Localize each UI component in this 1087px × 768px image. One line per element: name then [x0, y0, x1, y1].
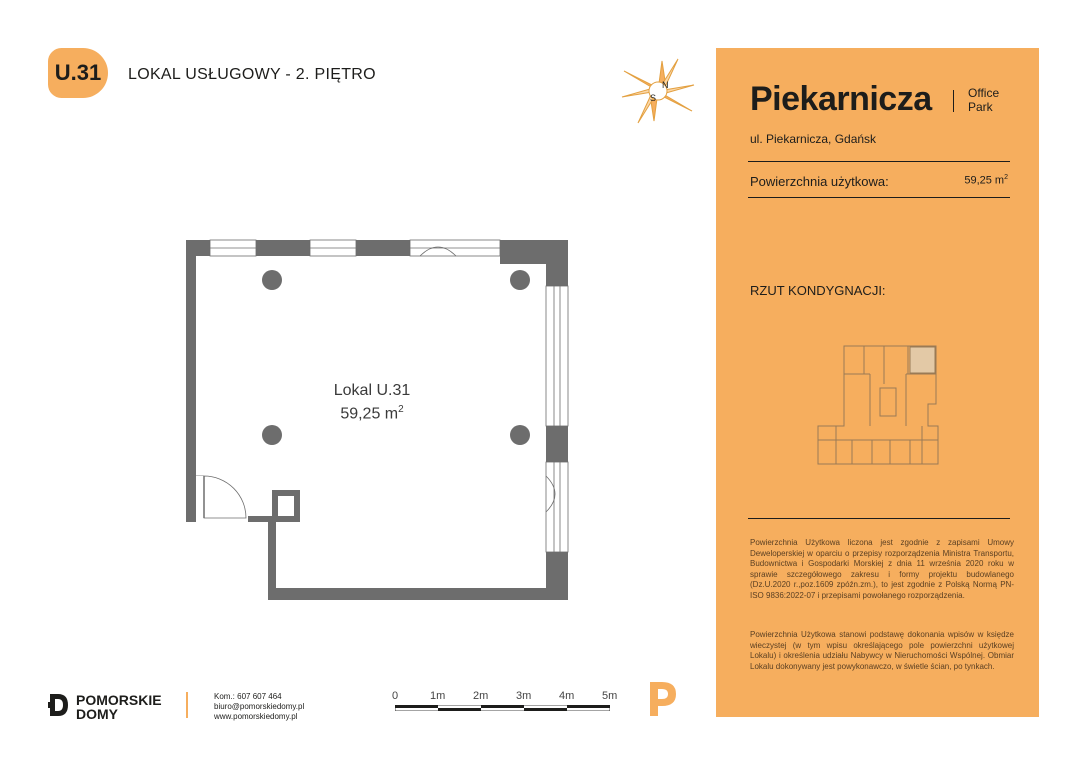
legal-note-1: Powierzchnia Użytkowa liczona jest zgodnie z zapisami Umowy Deweloperskiej w oparciu o przepisy rozporządzenia Ministra Transportu, Budownictwa i Gospodarki Morskiej z dnia 11 września 2020 roku w sprawie szczegółowego zakresu i formy projektu budowlanego (Dz.U.2020 r.,poz.1609 zpóźn.zm.), to jest zgodnie z Polską Normą PN-ISO 9836:2022-07 i przepisami powołanego rozporządzenia. — [750, 538, 1014, 600]
pomorskie-domy-logo-icon — [48, 692, 72, 718]
wall-notch-horizontal — [248, 516, 276, 522]
footer-divider — [186, 692, 188, 718]
developer-name-line2: DOMY — [76, 706, 118, 722]
piekarnicza-p-logo-icon — [648, 680, 680, 718]
scale-label: 4m — [559, 690, 575, 702]
area-value-number: 59,25 m — [964, 174, 1005, 187]
divider — [748, 197, 1010, 198]
divider — [748, 161, 1010, 162]
room-name: Lokal U.31 — [333, 382, 411, 399]
compass-south: S — [650, 93, 657, 103]
wall-notch-vertical — [268, 516, 276, 600]
entrance-door — [204, 476, 246, 518]
brand-divider — [953, 90, 954, 112]
column — [262, 270, 282, 290]
column — [262, 425, 282, 445]
scale-label: 2m — [473, 690, 489, 702]
legal-note-2: Powierzchnia Użytkowa stanowi podstawę dokonania wpisów w księdze wieczystej (w tym wpisu określającego pole powierzchni użytkowej Lokalu) i określenia udziału Nabywcy w Nieruchomości Wspólnej. Obmiar Lokalu dokonywany jest powykonawczo, w świetle ścian, po tynkach. — [750, 630, 1014, 671]
divider — [748, 518, 1010, 519]
area-value — [900, 174, 1008, 187]
brand-subtitle-line1: Office — [968, 86, 1000, 100]
area-value-unit: 2 — [1004, 174, 1008, 181]
wall-right-mid — [546, 426, 568, 462]
area-label: Powierzchnia użytkowa: — [750, 174, 889, 189]
developer-name-line1: POMORSKIE — [76, 692, 162, 708]
contact-email[interactable]: biuro@pomorskiedomy.pl — [214, 702, 305, 711]
address: ul. Piekarnicza, Gdańsk — [750, 132, 877, 146]
unit-badge — [48, 48, 108, 98]
contact-phone: Kom.: 607 607 464 — [214, 692, 282, 701]
column — [510, 270, 530, 290]
brand-subtitle-line2: Park — [968, 100, 993, 114]
key-plan — [814, 344, 944, 468]
room-area — [310, 404, 434, 423]
shaft — [272, 490, 300, 522]
scale-label: 5m — [602, 690, 618, 702]
scale-label: 0 — [392, 690, 399, 702]
wall-top-2 — [256, 240, 310, 256]
unit-code: U.31 — [54, 60, 102, 85]
wall-top-1 — [186, 240, 210, 256]
wall-top-3 — [356, 240, 410, 256]
contact-website[interactable]: www.pomorskiedomy.pl — [214, 712, 298, 721]
window-right — [546, 462, 568, 552]
wall-left — [186, 240, 196, 522]
floor-plan-label: RZUT KONDYGNACJI: — [750, 283, 886, 298]
scale-labels — [390, 690, 620, 704]
brand-logo: Piekarnicza — [750, 80, 932, 118]
column — [510, 425, 530, 445]
window-right — [546, 286, 568, 426]
wall-bottom — [268, 588, 568, 600]
scale-label: 1m — [430, 690, 446, 702]
room-area-unit: 2 — [398, 404, 404, 415]
room-area-value: 59,25 m — [340, 405, 399, 423]
compass-north: N — [662, 80, 669, 90]
unit-title: LOKAL USŁUGOWY - 2. PIĘTRO — [128, 66, 376, 83]
compass-icon — [620, 55, 696, 127]
scale-bar — [395, 705, 610, 711]
scale-label: 3m — [516, 690, 532, 702]
key-plan-highlighted-unit — [910, 347, 935, 373]
